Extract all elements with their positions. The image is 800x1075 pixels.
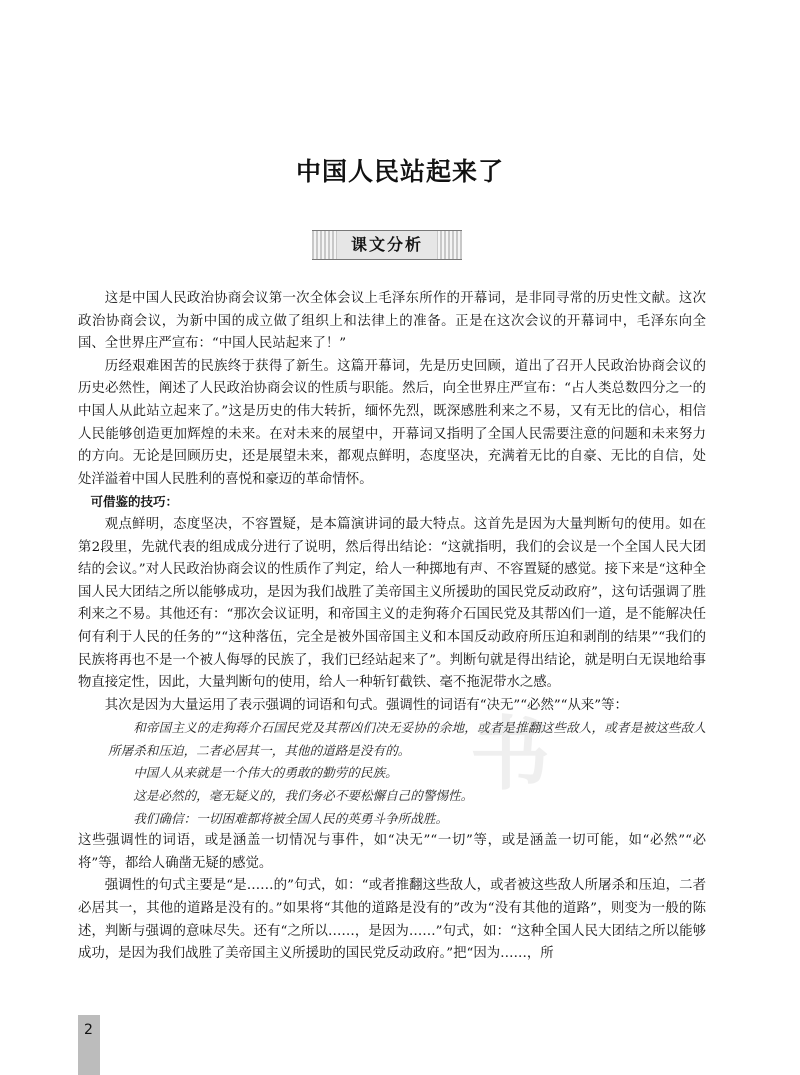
quote-1: 和帝国主义的走狗蒋介石国民党及其帮凶们决无妥协的余地，或者是推翻这些敌人，或者是被这些敌人所屠杀和压迫，二者必居其一，其他的道路是没有的。: [108, 720, 706, 758]
quote-3: 这是必然的，毫无疑义的，我们务必不要松懈自己的警惕性。: [133, 788, 474, 804]
quote-2: 中国人从来就是一个伟大的勇敢的勤劳的民族。: [133, 765, 398, 781]
paragraph-4: 其次是因为大量运用了表示强调的词语和句式。强调性的词语有“决无”“必然”“从来”等：: [104, 697, 628, 713]
paragraph-6: 强调性的句式主要是“是……的”句式，如：“或者推翻这些敌人，或者被这些敌人所屠杀和压迫，二者必居其一，其他的道路是没有的。”如果将“其他的道路是没有的”改为“没有其他的道路”，则变为一般的陈述，判断与强调的意味尽失。还有“之所以……，是因为……”句式，如：“这种全国人民大团结之所以能够成功，是因为我们战胜了美帝国主义所援助的国民党反动政府。”把“因为……，所: [78, 878, 706, 962]
paragraph-3: 观点鲜明，态度坚决，不容置疑，是本篇演讲词的最大特点。这首先是因为大量判断句的使用。如在第2段里，先就代表的组成成分进行了说明，然后得出结论：“这就指明，我们的会议是一个全国人民大团结的会议。”对人民政治协商会议的性质作了判定，给人一种掷地有声、不容置疑的感觉。接下来是“这种全国人民大团结之所以能够成功，是因为我们战胜了美帝国主义所援助的国民党反动政府”，这句话强调了胜利来之不易。其他还有：“那次会议证明，和帝国主义的走狗蒋介石国民党及其帮凶们一道，是不能解决任何有利于人民的任务的”“这种落伍，完全是被外国帝国主义和本国反动政府所压迫和剥削的结果”“我们的民族将再也不是一个被人侮辱的民族了，我们已经站起来了”。判断句就是得出结论，就是明白无误地给事物直接定性，因此，大量判断句的使用，给人一种斩钉截铁、毫不拖泥带水之感。: [78, 516, 706, 691]
section-header: [312, 230, 462, 260]
paragraph-1: 这是中国人民政治协商会议第一次全体会议上毛泽东所作的开幕词，是非同寻常的历史性文献。这次政治协商会议，为新中国的成立做了组织上和法律上的准备。正是在这次会议的开幕词中，毛泽东向全国、全世界庄严宣布：“中国人民站起来了！”: [78, 291, 706, 352]
paragraph-2: 历经艰难困苦的民族终于获得了新生。这篇开幕词，先是历史回顾，道出了召开人民政治协商会议的历史必然性，阐述了人民政治协商会议的性质与职能。然后，向全世界庄严宣布：“占人类总数四分之一的中国人从此站立起来了。”这是历史的伟大转折，缅怀先烈，既深感胜利来之不易，又有无比的信心，相信人民能够创造更加辉煌的未来。在对未来的展望中，开幕词又指明了全国人民需要注意的问题和未来努力的方向。无论是回顾历史，还是展望未来，都观点鲜明，态度坚决，充满着无比的自豪、无比的自信，处处洋溢着中国人民胜利的喜悦和豪迈的革命情怀。: [78, 358, 706, 487]
page-number: 2: [84, 1022, 93, 1038]
article-body: [78, 288, 706, 966]
quote-4: 我们确信：一切困难都将被全国人民的英勇斗争所战胜。: [133, 810, 449, 826]
watermark: 书: [470, 707, 550, 801]
section-label: 课文分析: [337, 231, 437, 259]
paragraph-5: 这些强调性的词语，或是涵盖一切情况与事件，如“决无”“一切”等，或是涵盖一切可能，如“必然”“必将”等，都给人确凿无疑的感觉。: [78, 833, 706, 871]
subheading: 可借鉴的技巧：: [90, 494, 179, 510]
page-title: 中国人民站起来了: [295, 157, 504, 186]
